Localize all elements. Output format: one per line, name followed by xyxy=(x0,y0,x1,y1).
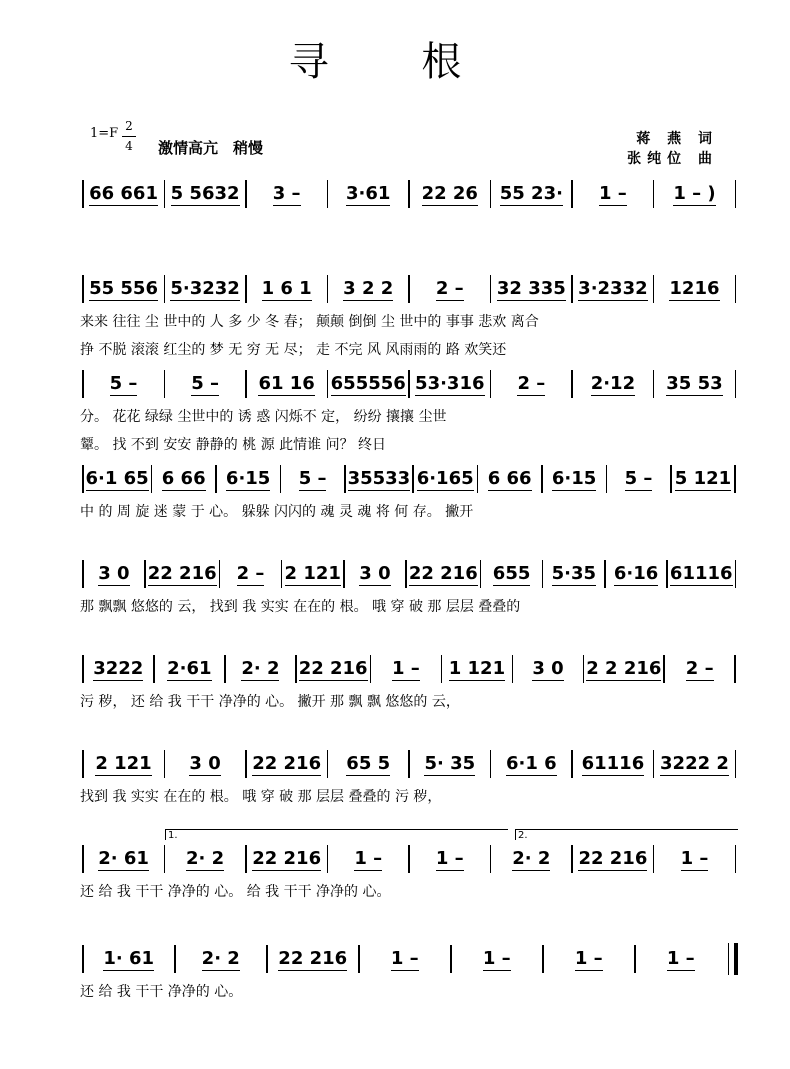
measure xyxy=(674,468,733,491)
bar-line xyxy=(327,275,329,303)
bar-line xyxy=(490,180,492,208)
bar-line xyxy=(734,655,736,683)
measure xyxy=(373,658,439,681)
bar-line xyxy=(295,655,297,683)
bar-line xyxy=(82,465,84,493)
notation-line xyxy=(80,845,738,873)
lyric-line: 来来 往往 尘 世中的 人 多 少 冬 春； 颠颠 倒倒 尘 世中的 事事 悲欢 离合 xyxy=(80,314,539,330)
measure xyxy=(330,278,406,301)
measure xyxy=(575,373,651,396)
bar-line xyxy=(490,750,492,778)
bar-line xyxy=(245,275,247,303)
measure-notes: 61 16 xyxy=(258,372,315,394)
lyric-line: 挣 不脱 滚滚 红尘的 梦 无 穷 无 尽； 走 不完 风 风雨雨的 路 欢笑还 xyxy=(80,342,507,358)
bar-line xyxy=(144,560,146,588)
measure-notes: 22 216 xyxy=(298,657,368,679)
bar-line xyxy=(735,275,737,303)
measure-notes: 1 – xyxy=(390,947,419,969)
measure-notes: 6 66 xyxy=(487,467,532,489)
notation-line xyxy=(80,370,738,398)
measure xyxy=(444,658,510,681)
bar-line xyxy=(735,750,737,778)
bar-line xyxy=(215,465,217,493)
measure xyxy=(412,278,488,301)
bar-line xyxy=(666,560,668,588)
bar-line xyxy=(174,945,176,973)
measure xyxy=(609,468,668,491)
measure xyxy=(412,373,488,396)
notation-line xyxy=(80,750,738,778)
bar-line xyxy=(164,180,166,208)
measure xyxy=(575,753,651,776)
measure-notes: 61116 xyxy=(669,562,733,584)
bar-line xyxy=(477,465,479,493)
measure-notes: 5·3232 xyxy=(170,277,240,299)
measure-notes: 5 – xyxy=(109,372,138,394)
bar-line xyxy=(224,655,226,683)
measure xyxy=(228,658,294,681)
measure-notes: 5 121 xyxy=(674,467,732,489)
measure-notes: 1 – xyxy=(482,947,511,969)
measure xyxy=(86,183,162,206)
measure xyxy=(493,373,569,396)
measure xyxy=(493,848,569,871)
time-signature xyxy=(122,117,136,156)
measure-notes: 22 216 xyxy=(408,562,478,584)
measure-notes: 6·1 65 xyxy=(85,467,149,489)
measure xyxy=(249,753,325,776)
measure xyxy=(270,948,357,971)
measure xyxy=(330,373,406,396)
measure-notes: 6·165 xyxy=(416,467,474,489)
bar-line xyxy=(82,845,84,873)
bar-line xyxy=(606,465,608,493)
bar-line xyxy=(450,945,452,973)
measure xyxy=(167,848,243,871)
bar-line xyxy=(82,560,84,588)
bar-line xyxy=(571,845,573,873)
measure-notes: 2 121 xyxy=(95,752,152,774)
bar-line xyxy=(735,180,737,208)
measure xyxy=(284,563,341,586)
bar-line xyxy=(653,180,655,208)
bar-line xyxy=(343,560,345,588)
song-title: 寻 根 xyxy=(288,39,502,85)
measure xyxy=(575,848,651,871)
bar-line xyxy=(82,945,84,973)
measure-notes: 5 5632 xyxy=(170,182,240,204)
notation-line xyxy=(80,465,738,493)
measure-notes: 6·15 xyxy=(551,467,597,489)
measure-notes: 22 216 xyxy=(147,562,217,584)
final-bar-line xyxy=(728,943,738,975)
lyricist-credit: 蒋 燕 词 xyxy=(636,131,718,147)
measure xyxy=(178,948,265,971)
measure xyxy=(515,658,581,681)
bar-line xyxy=(245,845,247,873)
measure-notes: 3222 2 xyxy=(660,752,729,774)
measure xyxy=(219,468,278,491)
lyric-line: 分。 花花 绿绿 尘世中的 诱 惑 闪烁不 定， 纷纷 攘攘 尘世 xyxy=(80,409,447,425)
bar-line xyxy=(327,370,329,398)
measure-notes: 1· 61 xyxy=(103,947,155,969)
notation-line xyxy=(80,275,738,303)
bar-line xyxy=(480,560,482,588)
measure xyxy=(416,468,475,491)
measure xyxy=(249,278,325,301)
measure-notes: 55 556 xyxy=(89,277,158,299)
measure-notes: 2·12 xyxy=(590,372,636,394)
measure-notes: 65 5 xyxy=(346,752,391,774)
bar-line xyxy=(571,370,573,398)
measure-notes: 5 – xyxy=(191,372,219,394)
measure-notes: 3 – xyxy=(272,182,301,204)
measure xyxy=(86,658,152,681)
measure xyxy=(249,183,325,206)
lyric-line: 那 飘飘 悠悠的 云， 找到 我 实实 在在的 根。 哦 穿 破 那 层层 叠叠的 xyxy=(80,599,521,615)
measure-notes: 2 – xyxy=(435,277,464,299)
measure xyxy=(86,563,143,586)
measure xyxy=(348,468,411,491)
measure-notes: 1216 xyxy=(669,277,720,299)
measure-notes: 1 121 xyxy=(448,657,506,679)
measure xyxy=(330,848,406,871)
time-signature-top: 2 xyxy=(125,119,133,133)
measure xyxy=(167,753,243,776)
bar-line xyxy=(663,655,665,683)
measure-notes: 1 – xyxy=(680,847,709,869)
bar-line xyxy=(653,750,655,778)
measure-notes: 2·61 xyxy=(167,657,212,679)
notation-line xyxy=(80,180,738,208)
measure xyxy=(412,848,488,871)
bar-line xyxy=(571,275,573,303)
measure-notes: 2· 2 xyxy=(241,657,280,679)
bar-line xyxy=(153,655,155,683)
measure-notes: 3222 xyxy=(93,657,144,679)
measure xyxy=(586,658,661,681)
measure-notes: 1 – xyxy=(666,947,695,969)
measure xyxy=(167,373,243,396)
bar-line xyxy=(412,465,414,493)
measure-notes: 655 xyxy=(492,562,531,584)
measure xyxy=(656,278,732,301)
measure xyxy=(638,948,725,971)
bar-line xyxy=(490,275,492,303)
measure-notes: 2· 61 xyxy=(98,847,149,869)
measure xyxy=(330,753,406,776)
measure-notes: 53·316 xyxy=(415,372,485,394)
measure xyxy=(483,563,540,586)
measure xyxy=(480,468,539,491)
bar-line xyxy=(164,845,166,873)
volta-first: 1. xyxy=(165,829,508,840)
measure xyxy=(249,848,325,871)
lyric-line: 颦。 找 不到 安安 静静的 桃 源 此情谁 问？ 终日 xyxy=(80,437,387,453)
measure-notes: 6 66 xyxy=(161,467,206,489)
lyric-line: 还 给 我 干干 净净的 心。 xyxy=(80,984,243,1000)
measure xyxy=(86,848,162,871)
bar-line xyxy=(541,465,543,493)
measure-notes: 35533 xyxy=(347,467,411,489)
measure xyxy=(249,373,325,396)
measure xyxy=(546,948,633,971)
measure xyxy=(493,278,569,301)
measure xyxy=(545,468,604,491)
measure-notes: 3 0 xyxy=(189,752,221,774)
measure xyxy=(493,753,569,776)
measure-notes: 3·2332 xyxy=(578,277,648,299)
bar-line xyxy=(151,465,153,493)
measure xyxy=(86,753,162,776)
measure xyxy=(493,183,569,206)
bar-line xyxy=(735,845,737,873)
measure-notes: 32 335 xyxy=(496,277,566,299)
measure xyxy=(157,658,223,681)
bar-line xyxy=(164,275,166,303)
measure-notes: 1 – ) xyxy=(673,182,716,204)
bar-line xyxy=(245,180,247,208)
measure-notes: 6·15 xyxy=(225,467,271,489)
bar-line xyxy=(604,560,606,588)
measure-notes: 22 216 xyxy=(252,752,322,774)
bar-line xyxy=(670,465,672,493)
measure-notes: 5 – xyxy=(298,467,327,489)
measure-notes: 1 – xyxy=(574,947,603,969)
lyric-line: 找到 我 实实 在在的 根。 哦 穿 破 那 层层 叠叠的 污 秽， xyxy=(80,789,442,805)
bar-line xyxy=(490,845,492,873)
measure-notes: 22 216 xyxy=(278,947,348,969)
bar-line xyxy=(542,560,544,588)
bar-line xyxy=(219,560,221,588)
measure xyxy=(545,563,602,586)
measure-notes: 3 0 xyxy=(98,562,130,584)
bar-line xyxy=(542,945,544,973)
bar-line xyxy=(245,370,247,398)
measure-notes: 6·1 6 xyxy=(506,752,557,774)
measure-notes: 2 121 xyxy=(284,562,341,584)
volta-second: 2. xyxy=(515,829,738,840)
measure xyxy=(299,658,368,681)
bar-line xyxy=(82,275,84,303)
measure xyxy=(412,183,488,206)
measure-notes: 5 – xyxy=(624,467,653,489)
measure-notes: 55 23· xyxy=(499,182,563,204)
measure-notes: 2 2 216 xyxy=(586,657,662,679)
measure-notes: 61116 xyxy=(581,752,645,774)
measure xyxy=(656,373,732,396)
measure xyxy=(167,278,243,301)
measure xyxy=(670,563,733,586)
measure xyxy=(656,183,732,206)
measure xyxy=(667,658,733,681)
measure-notes: 3 2 2 xyxy=(343,277,394,299)
measure xyxy=(409,563,478,586)
bar-line xyxy=(735,370,737,398)
bar-line xyxy=(571,180,573,208)
measure xyxy=(222,563,279,586)
measure-notes: 3 0 xyxy=(359,562,391,584)
measure xyxy=(454,948,541,971)
bar-line xyxy=(408,845,410,873)
measure xyxy=(154,468,213,491)
measure-notes: 1 – xyxy=(354,847,383,869)
bar-line xyxy=(735,560,737,588)
measure-notes: 655556 xyxy=(330,372,406,394)
measure xyxy=(86,373,162,396)
bar-line xyxy=(734,465,736,493)
measure-notes: 2 – xyxy=(517,372,546,394)
bar-line xyxy=(82,750,84,778)
notation-line xyxy=(80,560,738,588)
measure-notes: 5·35 xyxy=(551,562,597,584)
bar-line xyxy=(164,750,166,778)
measure-notes: 1 – xyxy=(599,182,627,204)
measure xyxy=(575,183,651,206)
measure xyxy=(575,278,651,301)
measure-notes: 22 216 xyxy=(252,847,322,869)
bar-line xyxy=(441,655,443,683)
bar-line xyxy=(512,655,514,683)
measure xyxy=(656,753,732,776)
bar-line xyxy=(327,845,329,873)
bar-line xyxy=(266,945,268,973)
composer-credit: 张纯位 曲 xyxy=(627,151,718,167)
bar-line xyxy=(405,560,407,588)
measure-notes: 2· 2 xyxy=(186,847,225,869)
bar-line xyxy=(281,560,283,588)
measure-notes: 1 – xyxy=(391,657,420,679)
measure-notes: 2· 2 xyxy=(512,847,551,869)
measure-notes: 3·61 xyxy=(346,182,391,204)
measure-notes: 5· 35 xyxy=(424,752,476,774)
measure xyxy=(412,753,488,776)
bar-line xyxy=(408,275,410,303)
measure xyxy=(656,848,732,871)
measure xyxy=(347,563,404,586)
notation-line xyxy=(80,655,738,683)
measure-notes: 1 6 1 xyxy=(261,277,312,299)
measure xyxy=(362,948,449,971)
bar-line xyxy=(634,945,636,973)
lyric-line: 污 秽， 还 给 我 干干 净净的 心。 撇开 那 飘 飘 悠悠的 云， xyxy=(80,694,460,710)
measure-notes: 22 216 xyxy=(578,847,648,869)
lyric-line: 还 给 我 干干 净净的 心。 给 我 干干 净净的 心。 xyxy=(80,884,391,900)
bar-line xyxy=(327,750,329,778)
bar-line xyxy=(344,465,346,493)
measure-notes: 2 – xyxy=(236,562,265,584)
time-signature-bottom: 4 xyxy=(125,139,133,153)
bar-line xyxy=(370,655,372,683)
tempo-marking: 激情高亢 稍慢 xyxy=(158,139,264,157)
measure xyxy=(86,278,162,301)
measure-notes: 3 0 xyxy=(532,657,564,679)
measure-notes: 2· 2 xyxy=(201,947,240,969)
bar-line xyxy=(583,655,585,683)
bar-line xyxy=(245,750,247,778)
measure xyxy=(283,468,342,491)
measure-notes: 22 26 xyxy=(421,182,478,204)
key-signature: 1=F xyxy=(90,126,119,141)
bar-line xyxy=(408,750,410,778)
bar-line xyxy=(82,370,84,398)
measure-notes: 2 – xyxy=(685,657,714,679)
bar-line xyxy=(408,180,410,208)
bar-line xyxy=(82,180,84,208)
lyric-line: 中 的 周 旋 迷 蒙 于 心。 躲躲 闪闪的 魂 灵 魂 将 何 存。 撇开 xyxy=(80,504,474,520)
bar-line xyxy=(408,370,410,398)
measure-notes: 66 661 xyxy=(89,182,158,204)
notation-line xyxy=(80,945,738,973)
bar-line xyxy=(164,370,166,398)
measure-notes: 6·16 xyxy=(613,562,659,584)
bar-line xyxy=(653,370,655,398)
measure xyxy=(86,468,149,491)
bar-line xyxy=(280,465,282,493)
measure xyxy=(608,563,665,586)
bar-line xyxy=(358,945,360,973)
measure xyxy=(330,183,406,206)
measure xyxy=(167,183,243,206)
bar-line xyxy=(653,845,655,873)
bar-line xyxy=(82,655,84,683)
bar-line xyxy=(653,275,655,303)
bar-line xyxy=(571,750,573,778)
bar-line xyxy=(327,180,329,208)
measure-notes: 35 53 xyxy=(666,372,723,394)
measure xyxy=(86,948,173,971)
bar-line xyxy=(490,370,492,398)
measure xyxy=(148,563,217,586)
measure-notes: 1 – xyxy=(435,847,464,869)
